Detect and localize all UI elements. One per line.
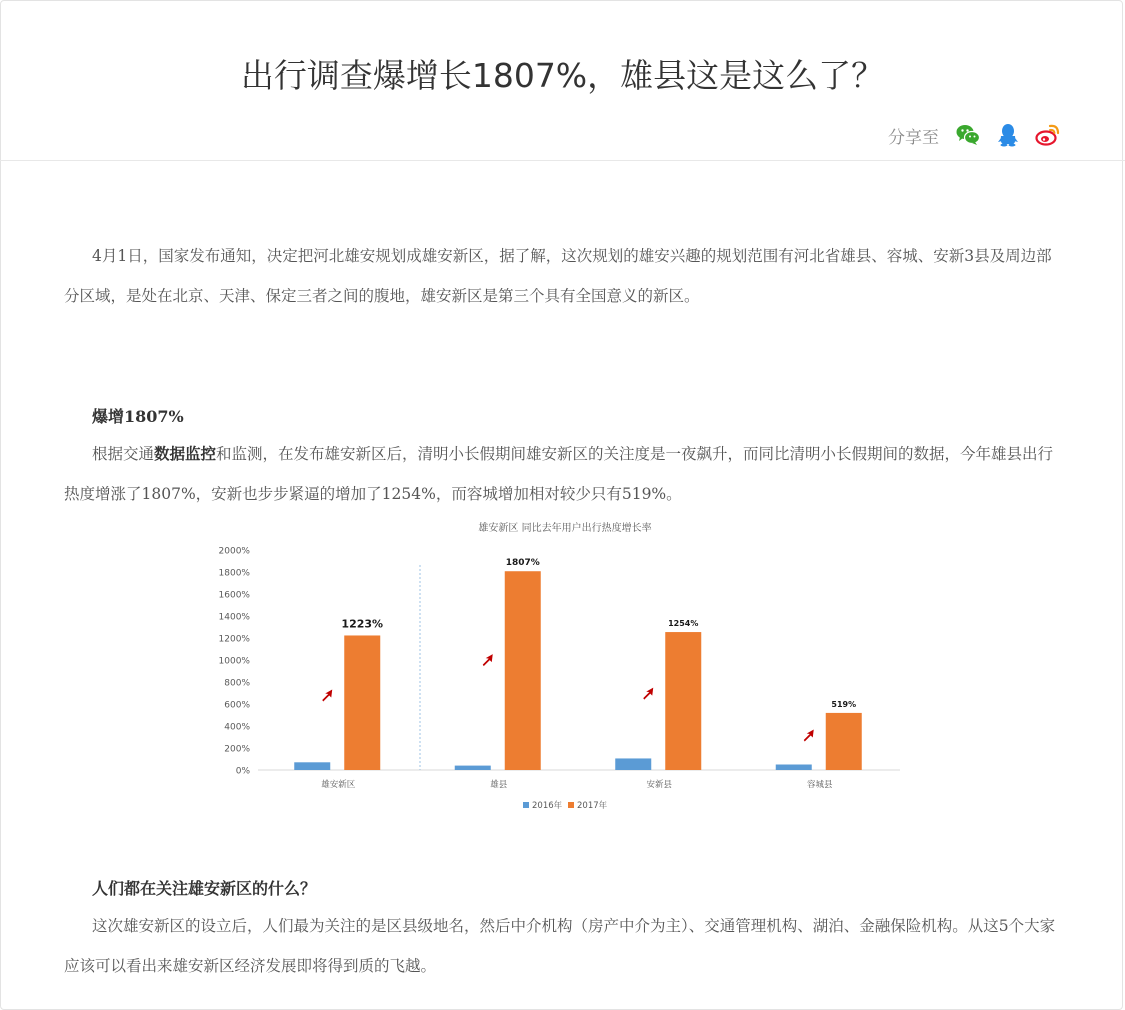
growth-arrow xyxy=(322,690,332,702)
article-title: 出行调查爆增长1807%，雄县这是这么了？ xyxy=(240,56,885,95)
legend-2017-swatch xyxy=(568,802,574,808)
growth-arrow xyxy=(643,688,653,700)
data-label: 519% xyxy=(831,699,857,709)
surge-paragraph-suffix: 和监测，在发布雄安新区后，清明小长假期间雄安新区的关注度是一夜飙升，而同比清明小长假期间的数据，今年雄县出行热度增涨了1807%，安新也步步紧逼的增加了1254%，而容城增加相对较少只有519%。 xyxy=(64,445,1054,503)
section-heading-surge: 爆增1807% xyxy=(92,407,184,426)
bar-2017 xyxy=(505,571,541,770)
x-tick-label: 雄县 xyxy=(490,780,508,790)
y-tick-label: 0% xyxy=(235,766,250,777)
share-label: 分享至 xyxy=(888,127,939,148)
surge-paragraph xyxy=(64,434,1060,514)
data-label: 1254% xyxy=(668,619,699,629)
growth-arrow xyxy=(804,730,814,742)
wechat-icon[interactable] xyxy=(955,122,981,148)
qq-icon[interactable] xyxy=(995,122,1021,148)
legend-2017-label: 2017年 xyxy=(577,801,608,811)
y-tick-label: 1600% xyxy=(218,590,250,601)
bar-2016 xyxy=(455,766,491,770)
bar-2017 xyxy=(826,713,862,770)
bar-2016 xyxy=(294,762,330,770)
y-tick-label: 200% xyxy=(224,744,250,755)
article-header xyxy=(0,0,1125,161)
y-tick-label: 1200% xyxy=(218,634,250,645)
y-tick-label: 1000% xyxy=(218,656,250,667)
growth-chart-svg xyxy=(200,515,920,820)
chart-title: 雄安新区 同比去年用户出行热度增长率 xyxy=(478,523,652,534)
y-tick-label: 800% xyxy=(224,678,250,689)
y-tick-label: 2000% xyxy=(218,546,250,557)
growth-chart xyxy=(200,515,920,820)
weibo-icon[interactable] xyxy=(1035,122,1061,148)
surge-paragraph-prefix: 根据交通 xyxy=(92,445,155,463)
y-tick-label: 1400% xyxy=(218,612,250,623)
legend-2016-label: 2016年 xyxy=(532,801,563,811)
growth-arrow xyxy=(483,654,493,666)
y-tick-label: 400% xyxy=(224,722,250,733)
data-monitoring-bold: 数据监控 xyxy=(154,444,217,463)
intro-paragraph: 4月1日，国家发布通知，决定把河北雄安规划成雄安新区，据了解，这次规划的雄安兴趣的规划范围有河北省雄县、容城、安新3县及周边部分区域，是处在北京、天津、保定三者之间的腹地，雄安新区是第三个具有全国意义的新区。 xyxy=(64,247,1052,305)
bar-2017 xyxy=(344,635,380,770)
section-heading-attention: 人们都在关注雄安新区的什么？ xyxy=(92,879,317,898)
x-tick-label: 安新县 xyxy=(646,780,673,790)
bar-2016 xyxy=(776,765,812,771)
bar-2017 xyxy=(665,632,701,770)
x-tick-label: 容城县 xyxy=(806,780,833,790)
y-tick-label: 600% xyxy=(224,700,250,711)
bar-2016 xyxy=(615,758,651,770)
data-label: 1807% xyxy=(505,558,540,569)
data-label: 1223% xyxy=(341,617,384,631)
x-tick-label: 雄安新区 xyxy=(321,780,356,790)
share-bar xyxy=(888,122,1061,148)
legend-2016-swatch xyxy=(523,802,529,808)
attention-paragraph: 这次雄安新区的设立后，人们最为关注的是区县级地名，然后中介机构（房产中介为主）、交通管理机构、湖泊、金融保险机构。从这5个大家应该可以看出来雄安新区经济发展即将得到质的飞越。 xyxy=(64,917,1056,975)
y-tick-label: 1800% xyxy=(218,568,250,579)
